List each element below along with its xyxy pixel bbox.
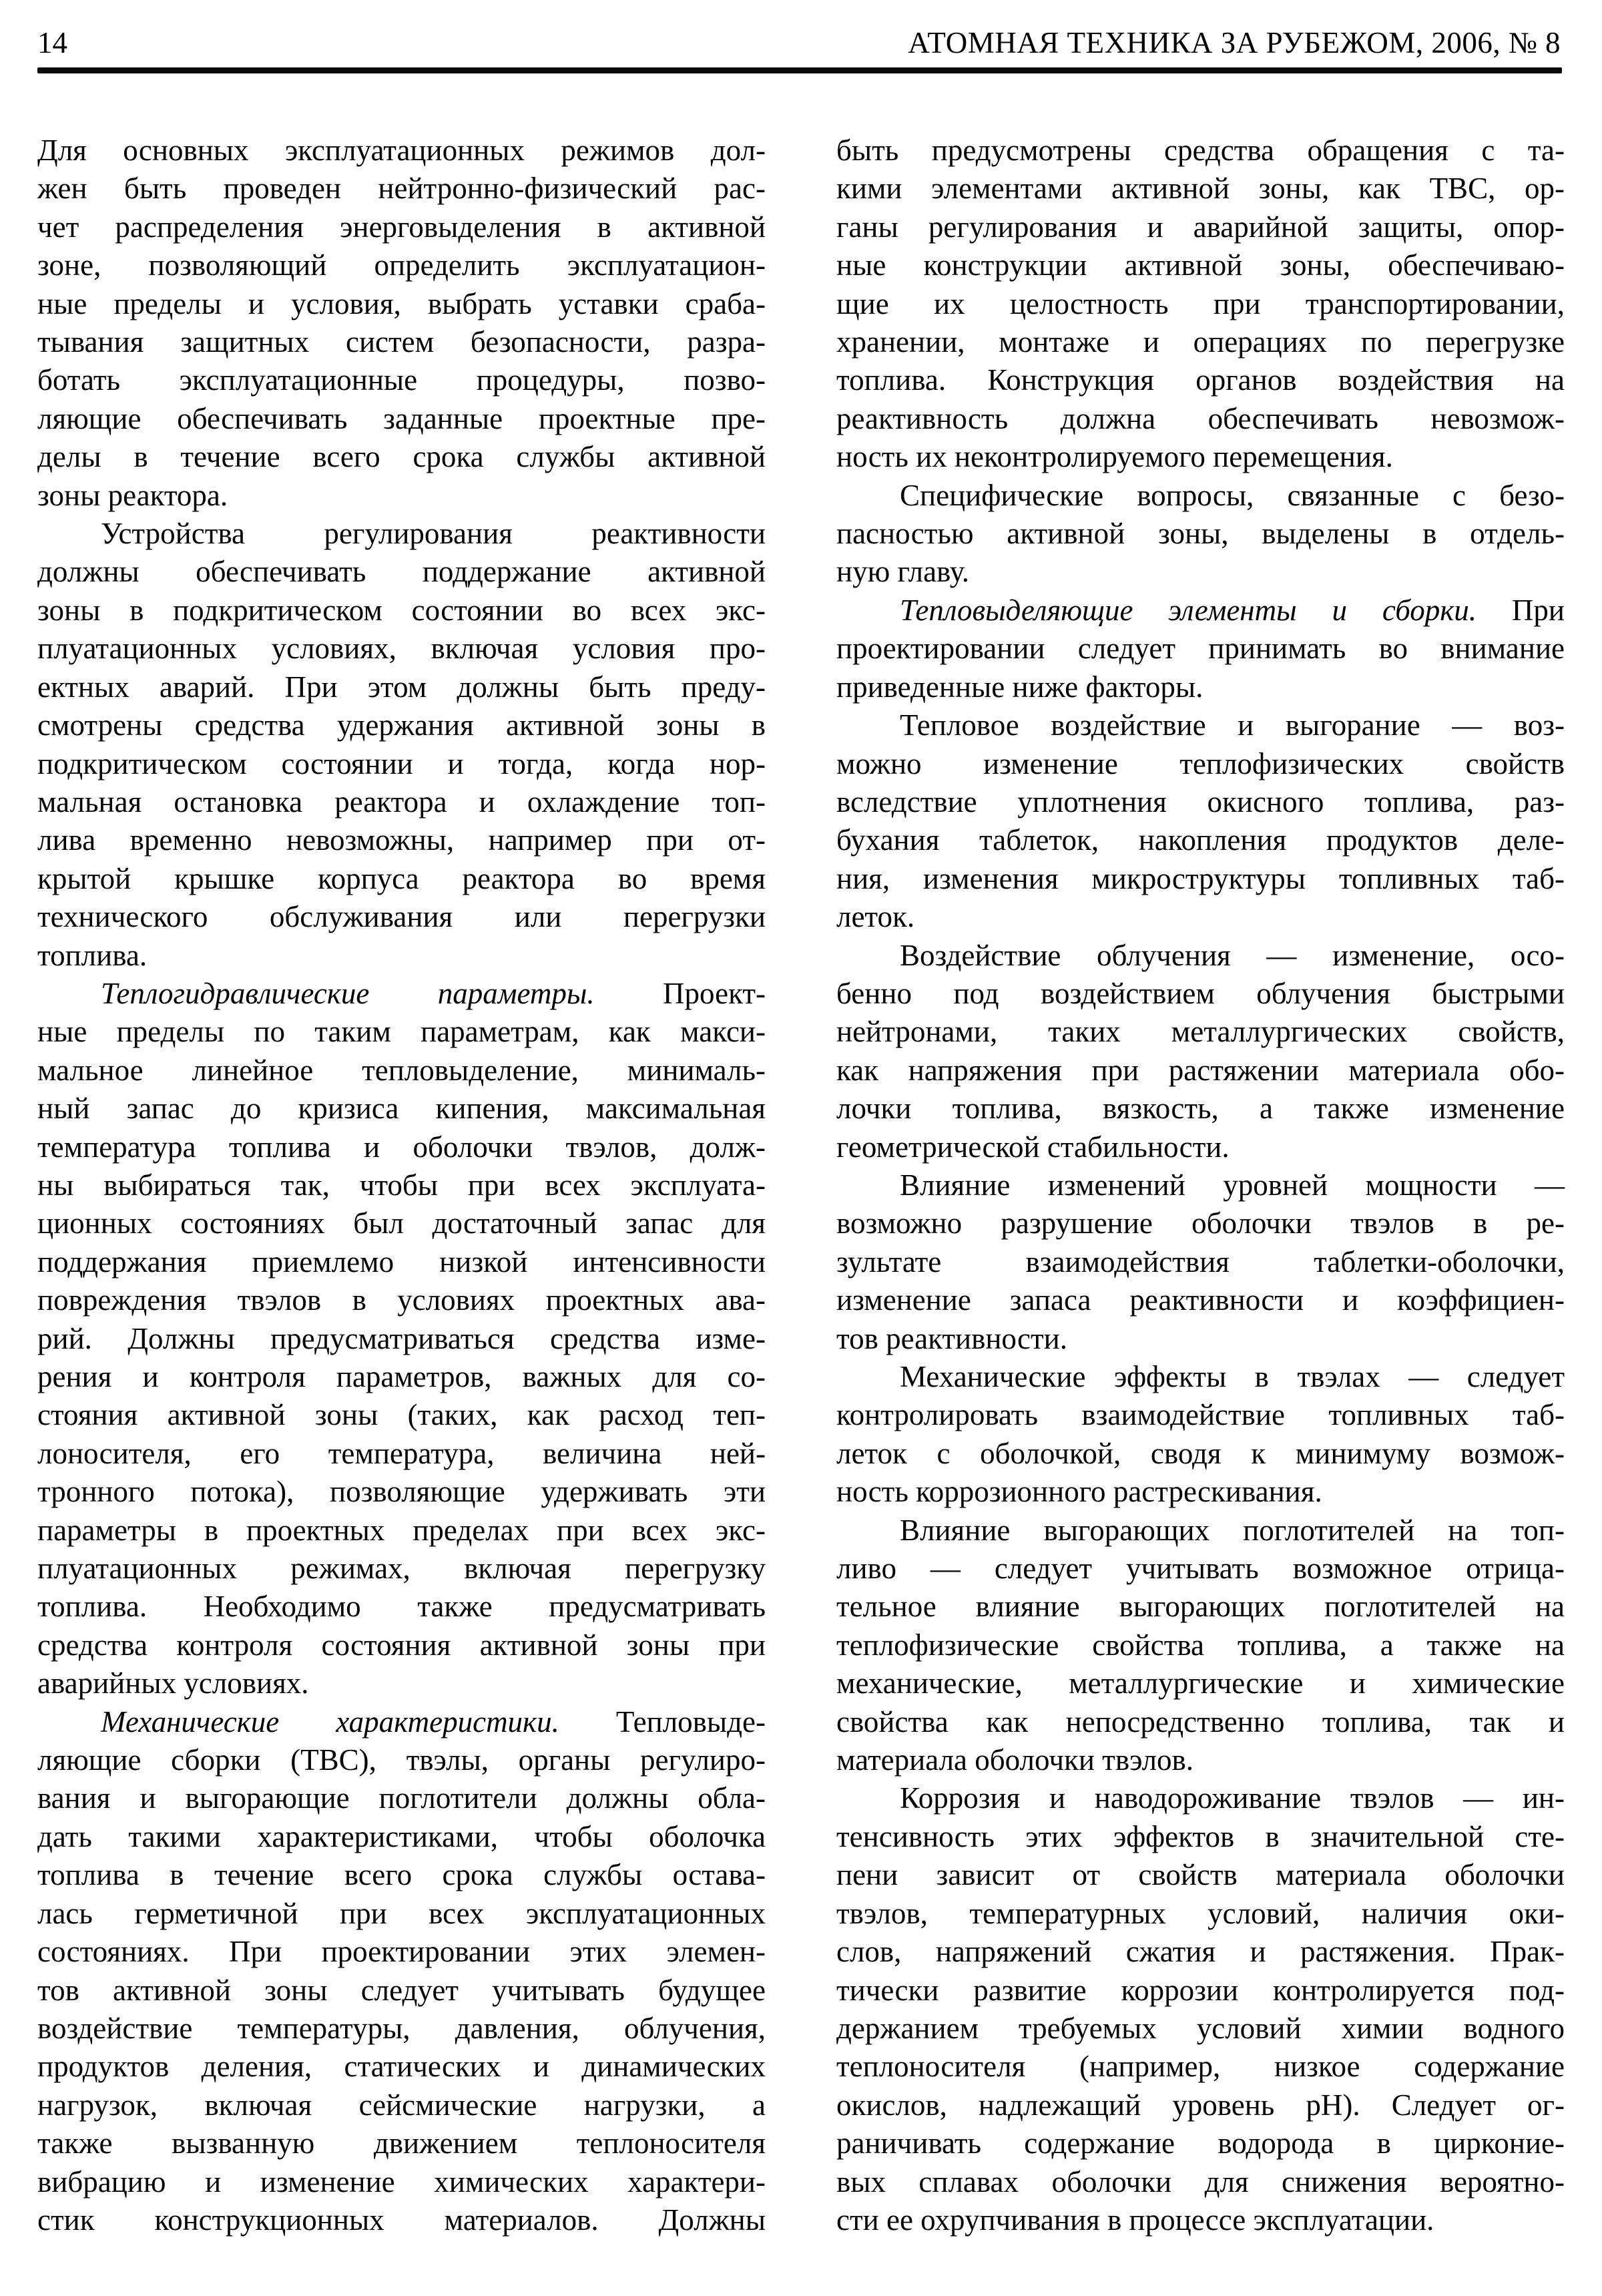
text-line: ляющие сборки (ТВС), твэлы, органы регулиро- xyxy=(37,1743,766,1777)
text-line: вибрацию и изменение химических характери- xyxy=(37,2164,766,2199)
text-line: ный запас до кризиса кипения, максимальная xyxy=(37,1092,766,1126)
text-line: стик конструкционных материалов. Должны xyxy=(37,2203,766,2237)
text-line: плуатационных условиях, включая условия про- xyxy=(37,632,766,666)
text-line: технического обслуживания или перегрузки xyxy=(37,900,766,934)
text-line: плуатационных режимах, включая перегрузку xyxy=(37,1552,766,1586)
text-line: быть предусмотрены средства обращения с та- xyxy=(836,134,1565,167)
text-line: леток. xyxy=(836,900,915,934)
text-line: ляющие обеспечивать заданные проектные пре- xyxy=(37,401,766,435)
text-line: продуктов деления, статических и динамических xyxy=(37,2050,766,2084)
text-line: зоне, позволяющий определить эксплуатацион- xyxy=(37,248,766,282)
text-line: лась герметичной при всех эксплуатационных xyxy=(37,1896,766,1930)
text-line: состояниях. При проектировании этих элемен- xyxy=(37,1935,766,1969)
text-line: Влияние выгорающих поглотителей на топ- xyxy=(900,1513,1565,1547)
text-line: кими элементами активной зоны, как ТВС, ор- xyxy=(836,172,1565,206)
text-line: тов реактивности. xyxy=(836,1321,1068,1355)
text-line: также вызванную движением теплоносителя xyxy=(37,2126,766,2160)
text-line: реактивность должна обеспечивать невозмож- xyxy=(836,401,1565,435)
text-line: твэлов, температурных условий, наличия оки- xyxy=(836,1896,1565,1930)
text-line: тов активной зоны следует учитывать будущее xyxy=(37,1973,766,2007)
text-line: жен быть проведен нейтронно-физический рас- xyxy=(37,172,766,206)
text-line: Тепловыделяющие элементы и сборки. При xyxy=(900,593,1565,627)
text-line: зоны реактора. xyxy=(37,478,228,512)
text-line: температура топлива и оболочки твэлов, долж- xyxy=(37,1130,766,1164)
text-line: свойства как непосредственно топлива, так и xyxy=(836,1704,1565,1739)
text-line: возможно разрушение оболочки твэлов в ре- xyxy=(836,1206,1565,1240)
text-line: материала оболочки твэлов. xyxy=(836,1743,1194,1777)
text-line: ность их неконтролируемого перемещения. xyxy=(836,440,1393,474)
text-line: слов, напряжений сжатия и растяжения. Прак- xyxy=(836,1935,1565,1969)
text-line: Для основных эксплуатационных режимов дол- xyxy=(37,134,766,167)
page-header xyxy=(37,25,1561,60)
text-line: поддержания приемлемо низкой интенсивности xyxy=(37,1244,766,1279)
text-line: повреждения твэлов в условиях проектных ава- xyxy=(37,1283,766,1317)
text-line: нейтронами, таких металлургических свойств, xyxy=(836,1015,1565,1049)
text-line: держанием требуемых условий химии водного xyxy=(836,2011,1565,2045)
text-line: ционных состояниях был достаточный запас для xyxy=(37,1206,766,1240)
text-line: леток с оболочкой, сводя к минимуму возмож- xyxy=(836,1436,1565,1470)
text-line: топлива в течение всего срока службы остава- xyxy=(37,1858,766,1892)
text-line: топлива. Необходимо также предусматривать xyxy=(37,1590,766,1624)
run-in-heading: Теплогидравлические параметры. xyxy=(101,976,595,1010)
text-line: Механические характеристики. Тепловыде- xyxy=(101,1704,766,1739)
page-number: 14 xyxy=(37,26,67,59)
text-line: подкритическом состоянии и тогда, когда нор- xyxy=(37,746,766,780)
text-line: ность коррозионного растрескивания. xyxy=(836,1475,1322,1509)
text-line: Воздействие облучения — изменение, осо- xyxy=(900,938,1565,972)
text-line: должны обеспечивать поддержание активной xyxy=(37,555,766,589)
text-line: Устройства регулирования реактивности xyxy=(101,517,766,551)
text-line: лочки топлива, вязкость, а также изменение xyxy=(836,1092,1565,1126)
text-line: тенсивность этих эффектов в значительной сте- xyxy=(836,1819,1565,1853)
text-line: ектных аварий. При этом должны быть преду- xyxy=(37,670,766,704)
journal-title: АТОМНАЯ ТЕХНИКА ЗА РУБЕЖОМ, 2006, № 8 xyxy=(908,26,1561,59)
text-line: ливо — следует учитывать возможное отрица- xyxy=(836,1552,1565,1586)
text-line: ные конструкции активной зоны, обеспечиваю- xyxy=(836,248,1565,282)
text-line: дать такими характеристиками, чтобы оболочка xyxy=(37,1819,766,1853)
text-line: Коррозия и наводороживание твэлов — ин- xyxy=(900,1781,1565,1815)
text-line: крытой крышке корпуса реактора во время xyxy=(37,861,766,895)
text-line: геометрической стабильности. xyxy=(836,1130,1230,1164)
text-line: хранении, монтаже и операциях по перегрузке xyxy=(836,325,1565,359)
text-line: Влияние изменений уровней мощности — xyxy=(900,1168,1565,1202)
text-line: тельное влияние выгорающих поглотителей на xyxy=(836,1590,1565,1624)
text-line: бенно под воздействием облучения быстрыми xyxy=(836,976,1565,1010)
text-line: Механические эффекты в твэлах — следует xyxy=(900,1360,1565,1393)
text-line: тывания защитных систем безопасности, разра- xyxy=(37,325,766,359)
text-line: изменение запаса реактивности и коэффициен- xyxy=(836,1283,1565,1317)
left-column xyxy=(37,132,766,2239)
text-line: нагрузок, включая сейсмические нагрузки, а xyxy=(37,2088,766,2122)
text-line: как напряжения при растяжении материала обо- xyxy=(836,1053,1565,1087)
text-line: делы в течение всего срока службы активной xyxy=(37,440,766,474)
text-line: пени зависит от свойств материала оболочки xyxy=(836,1858,1565,1892)
text-line: раничивать содержание водорода в цирконие- xyxy=(836,2126,1565,2160)
text-line: проектировании следует принимать во внимание xyxy=(836,632,1565,666)
text-line: лоносителя, его температура, величина ней- xyxy=(37,1436,766,1470)
text-line: топлива. xyxy=(37,938,148,972)
text-line: зультате взаимодействия таблетки-оболочки, xyxy=(836,1244,1565,1279)
text-line: мальная остановка реактора и охлаждение топ- xyxy=(37,784,766,819)
run-in-heading: Тепловыделяющие элементы и сборки. xyxy=(900,593,1477,627)
text-line: смотрены средства удержания активной зоны в xyxy=(37,708,766,742)
text-line: теплофизические свойства топлива, а также на xyxy=(836,1628,1565,1662)
text-line: сти ее охрупчивания в процессе эксплуатации. xyxy=(836,2203,1434,2237)
text-line: Специфические вопросы, связанные с безо- xyxy=(900,478,1565,512)
run-in-heading: Механические характеристики. xyxy=(101,1704,559,1739)
right-column xyxy=(836,132,1565,2239)
text-line: Теплогидравлические параметры. Проект- xyxy=(101,976,766,1010)
text-line: топлива. Конструкция органов воздействия на xyxy=(836,363,1565,397)
text-line: лива временно невозможны, например при от- xyxy=(37,823,766,857)
text-line: рий. Должны предусматриваться средства изме- xyxy=(37,1321,766,1355)
text-line: теплоносителя (например, низкое содержание xyxy=(836,2050,1565,2084)
text-line: окислов, надлежащий уровень pH). Следует ог- xyxy=(836,2088,1565,2122)
text-line: стояния активной зоны (таких, как расход теп- xyxy=(37,1398,766,1432)
text-line: ную главу. xyxy=(836,555,970,589)
text-line: чет распределения энерговыделения в активной xyxy=(37,210,766,244)
text-line: рения и контроля параметров, важных для со- xyxy=(37,1360,766,1393)
text-line: мальное линейное тепловыделение, минималь- xyxy=(37,1053,766,1087)
text-line: контролировать взаимодействие топливных таб- xyxy=(836,1398,1565,1432)
text-line: вследствие уплотнения окисного топлива, раз- xyxy=(836,784,1565,819)
header-rule xyxy=(37,67,1562,73)
text-line: аварийных условиях. xyxy=(37,1666,309,1700)
text-line: вых сплавах оболочки для снижения вероятно- xyxy=(836,2164,1565,2199)
text-line: ганы регулирования и аварийной защиты, опор- xyxy=(836,210,1565,244)
text-line: Тепловое воздействие и выгорание — воз- xyxy=(900,708,1565,742)
text-line: щие их целостность при транспортировании, xyxy=(836,286,1565,320)
text-line: ные пределы по таким параметрам, как макси- xyxy=(37,1015,766,1049)
text-line: тически развитие коррозии контролируется под- xyxy=(836,1973,1565,2007)
text-line: пасностью активной зоны, выделены в отдель- xyxy=(836,517,1565,551)
text-line: ния, изменения микроструктуры топливных таб- xyxy=(836,861,1565,895)
text-line: бухания таблеток, накопления продуктов деле- xyxy=(836,823,1565,857)
text-line: вания и выгорающие поглотители должны обла- xyxy=(37,1781,766,1815)
text-line: можно изменение теплофизических свойств xyxy=(836,746,1565,780)
text-line: средства контроля состояния активной зоны при xyxy=(37,1628,766,1662)
text-line: механические, металлургические и химические xyxy=(836,1666,1565,1700)
text-line: параметры в проектных пределах при всех экс- xyxy=(37,1513,766,1547)
text-line: воздействие температуры, давления, облучения, xyxy=(37,2011,766,2045)
text-line: приведенные ниже факторы. xyxy=(836,670,1204,704)
text-line: ны выбираться так, чтобы при всех эксплуата- xyxy=(37,1168,766,1202)
text-line: ботать эксплуатационные процедуры, позво- xyxy=(37,363,766,397)
page-body xyxy=(37,132,1565,2239)
text-line: зоны в подкритическом состоянии во всех экс- xyxy=(37,593,766,627)
text-line: тронного потока), позволяющие удерживать эти xyxy=(37,1475,766,1509)
text-line: ные пределы и условия, выбрать уставки сраба- xyxy=(37,286,766,320)
